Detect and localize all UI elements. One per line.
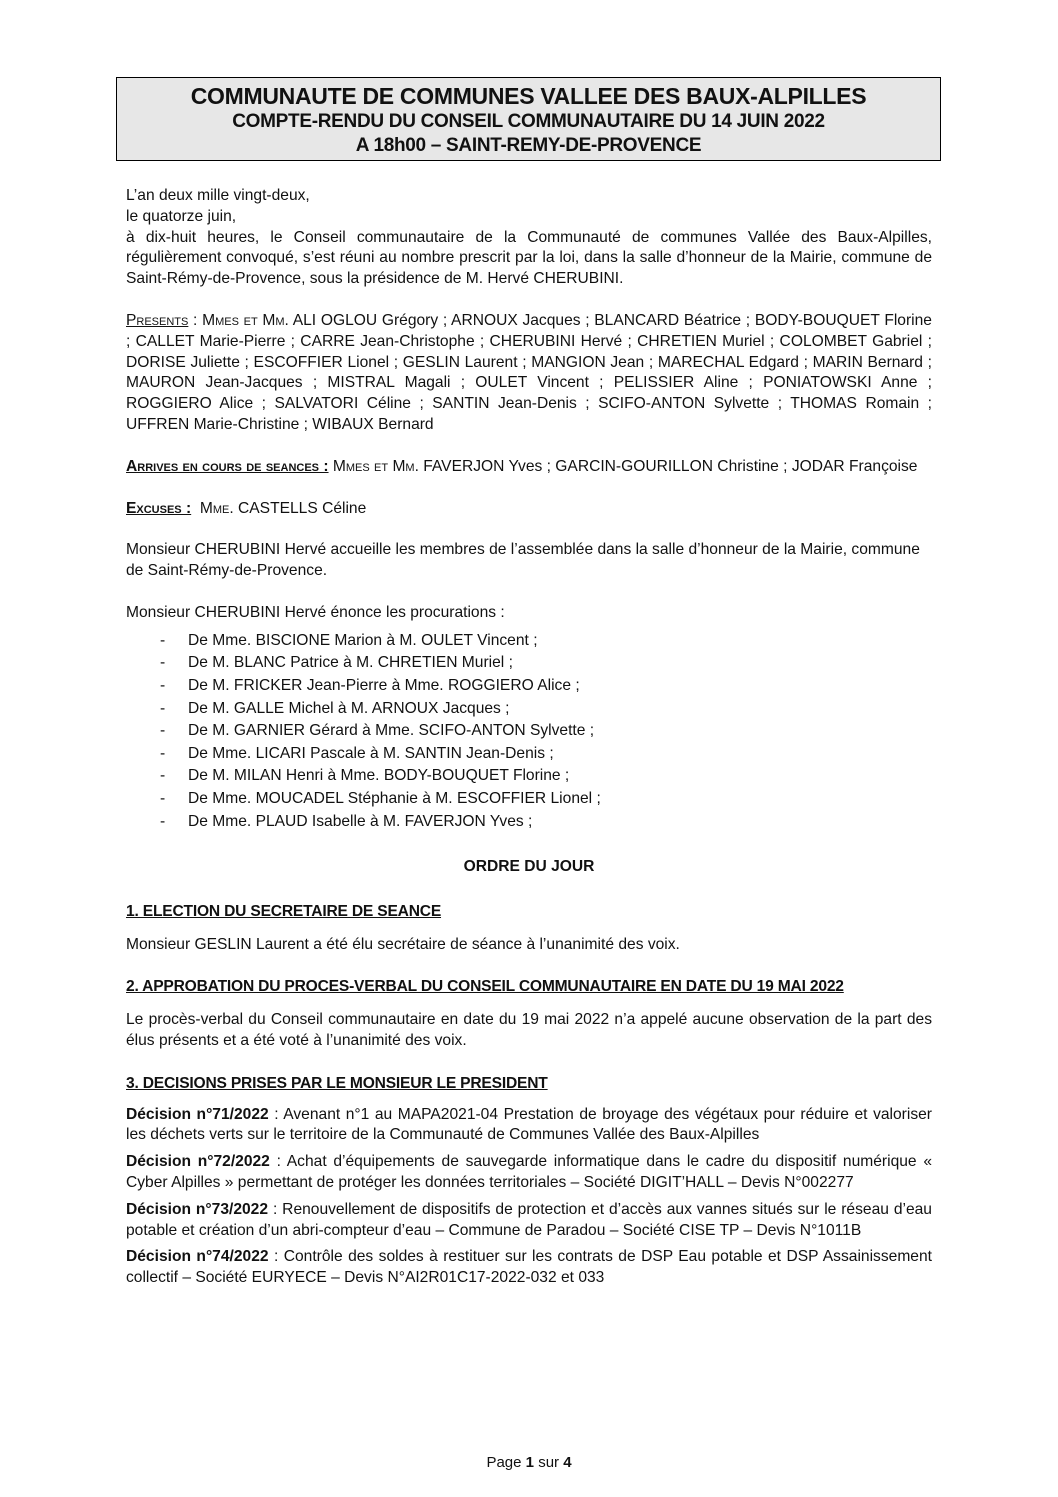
bullet-dash: - — [160, 676, 166, 694]
section-3-heading: 3. DECISIONS PRISES PAR LE MONSIEUR LE PRESIDENT — [126, 1074, 548, 1092]
excuses-label: Excuses : — [126, 499, 192, 517]
intro-line-1: L’an deux mille vingt-deux, — [126, 187, 310, 204]
bullet-dash: - — [160, 812, 166, 830]
list-item — [126, 675, 932, 698]
document-time-place: A 18h00 – SAINT-REMY-DE-PROVENCE — [355, 135, 702, 156]
bullet-dash: - — [160, 789, 166, 807]
procuration-text: De M. BLANC Patrice à M. CHRETIEN Muriel ; — [188, 654, 513, 672]
decision-text: : Contrôle des soldes à restituer sur les contrats de DSP Eau potable et DSP Assainissement collectif – Société EURYECE – Devis N°AI2R01C17-2022-032 et 033 — [126, 1248, 932, 1287]
procurations-list — [126, 630, 932, 833]
list-item — [126, 765, 932, 788]
document-title: COMMUNAUTE DE COMMUNES VALLEE DES BAUX-ALPILLES — [190, 83, 867, 109]
page-word: Page — [486, 1454, 522, 1471]
agenda-title: ORDRE DU JOUR — [463, 858, 595, 876]
decision-item — [126, 1247, 932, 1289]
decision-id: Décision n°73/2022 — [126, 1200, 269, 1218]
excuses-prefix: Mme. — [199, 499, 234, 517]
section-2-heading: 2. APPROBATION DU PROCES-VERBAL DU CONSEIL COMMUNAUTAIRE EN DATE DU 19 MAI 2022 — [126, 978, 844, 996]
list-item — [126, 652, 932, 675]
arrives-prefix: Mmes et Mm. — [332, 457, 419, 475]
arrives-label: Arrives en cours de seances : — [126, 457, 329, 475]
document-subtitle: COMPTE-RENDU DU CONSEIL COMMUNAUTAIRE DU 14 JUIN 2022 — [232, 111, 825, 132]
decision-item — [126, 1105, 932, 1147]
procuration-text: De Mme. MOUCADEL Stéphanie à M. ESCOFFIER Lionel ; — [188, 789, 601, 807]
decision-item — [126, 1200, 932, 1242]
bullet-dash: - — [160, 744, 166, 762]
presents-sep: : — [188, 311, 203, 329]
list-item — [126, 811, 932, 834]
bullet-dash: - — [160, 699, 166, 717]
excuses-paragraph — [126, 499, 932, 520]
procuration-text: De M. MILAN Henri à Mme. BODY-BOUQUET Florine ; — [188, 767, 570, 785]
intro-line-2: le quatorze juin, — [126, 207, 237, 225]
page-number: 1 — [525, 1454, 535, 1471]
list-item — [126, 743, 932, 766]
page-total: 4 — [563, 1454, 572, 1471]
decision-id: Décision n°71/2022 — [126, 1105, 269, 1123]
procurations-intro: Monsieur CHERUBINI Hervé énonce les procurations : — [126, 603, 505, 621]
intro-paragraph: à dix-huit heures, le Conseil communautaire de la Communauté de communes Vallée des Baux-Alpilles, régulièrement convoqué, s’est réuni au nombre prescrit par la loi, dans la salle d’honneur de la Mairie, commune de Saint-Rémy-de-Provence, sous la présidence de M. Hervé CHERUBINI. — [126, 228, 932, 288]
section-1-text: Monsieur GESLIN Laurent a été élu secrétaire de séance à l’unanimité des voix. — [126, 935, 680, 953]
bullet-dash: - — [160, 654, 166, 672]
decision-text: : Renouvellement de dispositifs de protection et d’accès aux vannes situés sur le réseau d’eau potable et création d’un abri-compteur d’eau – Commune de Paradou – Société CISE TP – Devis N°1011B — [126, 1200, 932, 1239]
welcome-paragraph: Monsieur CHERUBINI Hervé accueille les membres de l’assemblée dans la salle d’honneur de la Mairie, commune de Saint-Rémy-de-Provence. — [126, 541, 920, 580]
procuration-text: De M. GALLE Michel à M. ARNOUX Jacques ; — [188, 699, 510, 717]
presents-paragraph — [126, 311, 932, 436]
bullet-dash: - — [160, 631, 166, 649]
presents-list: ALI OGLOU Grégory ; ARNOUX Jacques ; BLANCARD Béatrice ; BODY-BOUQUET Florine ; CALLET Marie-Pierre ; CARRE Jean-Christophe ; CHERUBINI Hervé ; CHRETIEN Muriel ; COLOMBET Gabriel ; DORISE Juliette ; ESCOFFIER Lionel ; GESLIN Laurent ; MANGION Jean ; MARECHAL Edgard ; MARIN Bernard ; MAURON Jean-Jacques ; MISTRAL Magali ; OULET Vincent ; PELISSIER Aline ; PONIATOWSKI Anne ; ROGGIERO Alice ; SALVATORI Céline ; SANTIN Jean-Denis ; SCIFO-ANTON Sylvette ; THOMAS Romain ; UFFREN Marie-Christine ; WIBAUX Bernard — [126, 311, 932, 433]
list-item — [126, 630, 932, 653]
list-item — [126, 788, 932, 811]
decision-id: Décision n°74/2022 — [126, 1248, 269, 1266]
title-box — [116, 77, 941, 161]
presents-prefix: Mmes et Mm. — [202, 311, 289, 329]
document-body — [126, 186, 932, 1289]
section-2-text: Le procès-verbal du Conseil communautaire en date du 19 mai 2022 n’a appelé aucune observation de la part des élus présents et a été voté à l’unanimité des voix. — [126, 1011, 932, 1050]
bullet-dash: - — [160, 767, 166, 785]
procuration-text: De M. FRICKER Jean-Pierre à Mme. ROGGIERO Alice ; — [188, 676, 580, 694]
decision-id: Décision n°72/2022 — [126, 1153, 270, 1171]
bullet-dash: - — [160, 722, 166, 740]
presents-label: Presents — [126, 311, 189, 329]
arrives-paragraph — [126, 457, 932, 478]
procuration-text: De Mme. BISCIONE Marion à M. OULET Vincent ; — [188, 631, 538, 649]
of-word: sur — [538, 1454, 560, 1471]
excuses-list: CASTELLS Céline — [233, 499, 367, 517]
procuration-text: De Mme. LICARI Pascale à M. SANTIN Jean-Denis ; — [188, 744, 554, 762]
decision-item — [126, 1152, 932, 1194]
procuration-text: De Mme. PLAUD Isabelle à M. FAVERJON Yves ; — [188, 812, 533, 830]
list-item — [126, 698, 932, 721]
procuration-text: De M. GARNIER Gérard à Mme. SCIFO-ANTON Sylvette ; — [188, 722, 595, 740]
section-1-heading: 1. ELECTION DU SECRETAIRE DE SEANCE — [126, 902, 442, 920]
decision-text: : Avenant n°1 au MAPA2021-04 Prestation de broyage des végétaux pour réduire et valoriser les déchets verts sur le territoire de la Communauté de Communes Vallée des Baux-Alpilles — [126, 1105, 932, 1144]
arrives-list: FAVERJON Yves ; GARCIN-GOURILLON Christine ; JODAR Françoise — [418, 457, 918, 475]
list-item — [126, 720, 932, 743]
decision-text: : Achat d’équipements de sauvegarde informatique dans le cadre du dispositif numérique « Cyber Alpilles » permettant de protéger les données territoriales – Société DIGIT’HALL – Devis N°002277 — [126, 1153, 932, 1192]
page-footer — [0, 1454, 1058, 1471]
